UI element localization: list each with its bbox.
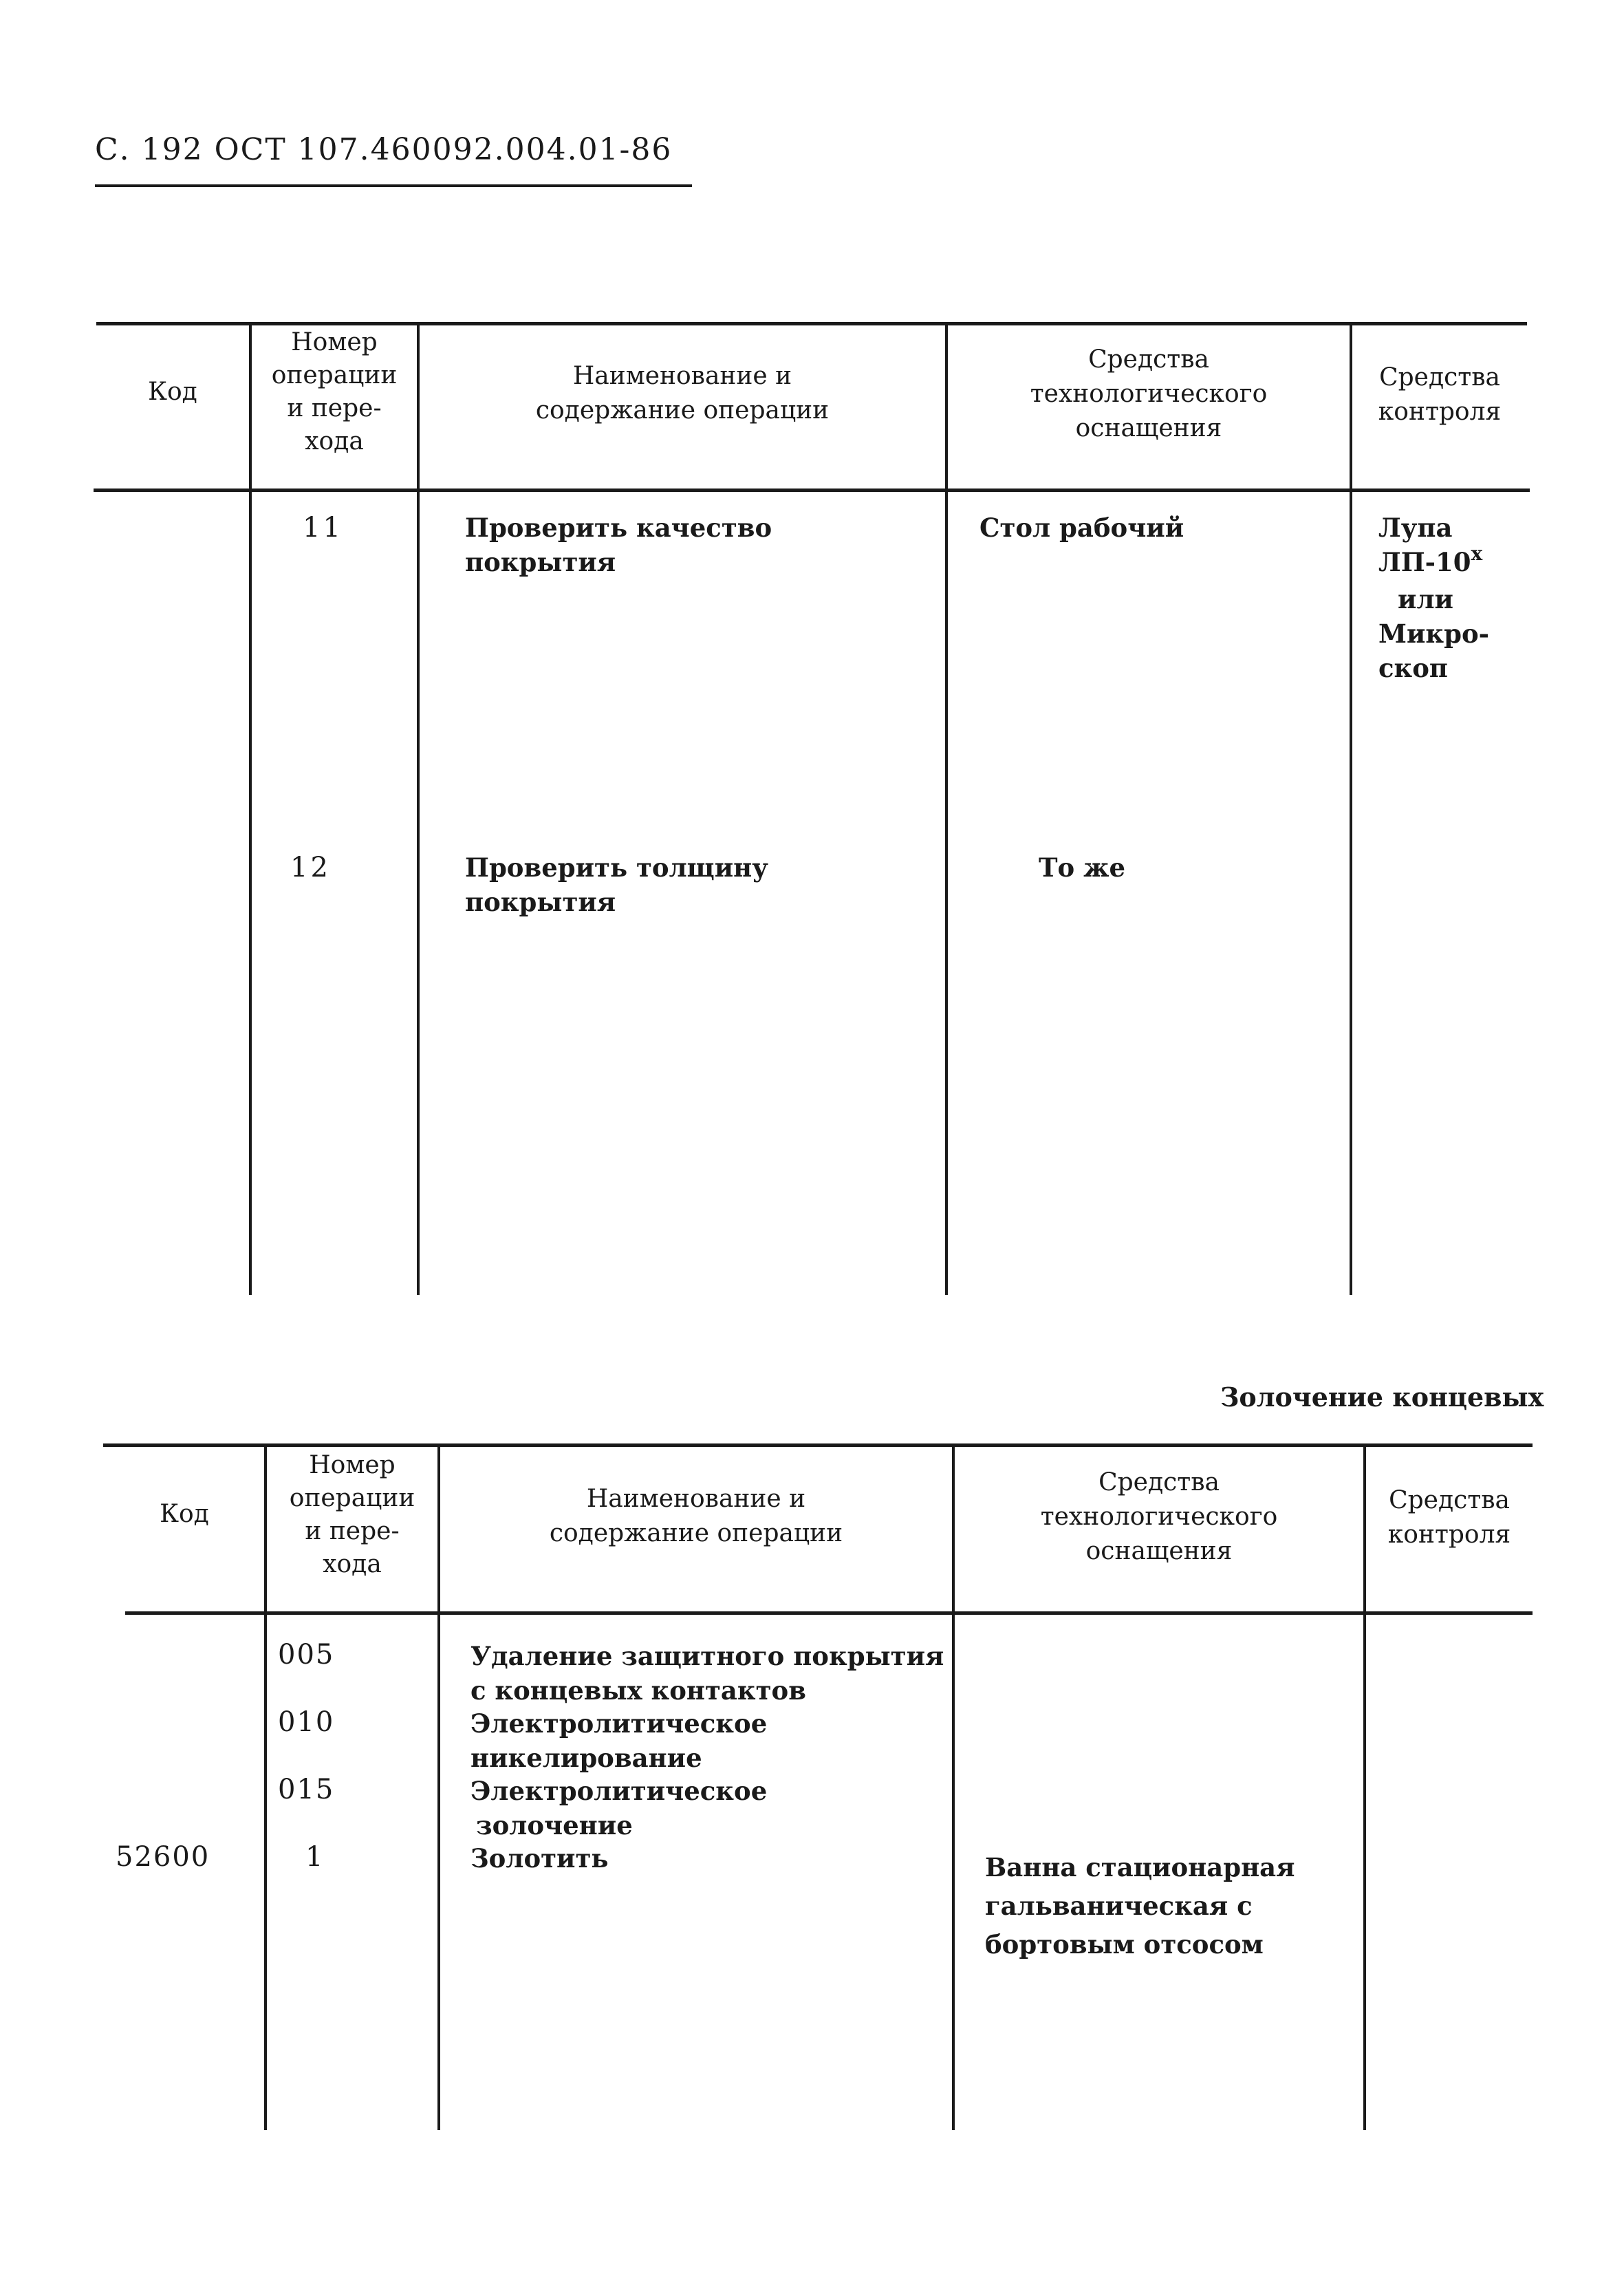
- header-line: Код: [160, 1500, 209, 1528]
- table-row-name: [465, 511, 772, 579]
- cell-line: с концевых контактов: [470, 1675, 806, 1706]
- header-line: технологического: [1030, 380, 1268, 408]
- cell-line: Лупа: [1378, 513, 1453, 543]
- table-row-nomer: 11: [303, 512, 343, 544]
- cell-line: Золотить: [470, 1843, 609, 1874]
- cell-line: Проверить толщину: [465, 852, 768, 883]
- header-line: и пере-: [305, 1517, 400, 1545]
- cell-line: покрытия: [465, 887, 616, 917]
- table-1-header-rule: [94, 489, 1530, 492]
- header-line: оснащения: [1075, 414, 1222, 442]
- header-line: Наименование и: [572, 362, 792, 390]
- header-line: содержание операции: [549, 1519, 843, 1547]
- cell-line: или: [1398, 584, 1453, 614]
- table-2-header-nomer: [267, 1449, 437, 1581]
- table-1-header-name: [420, 359, 945, 428]
- table-row-name: [470, 1841, 609, 1876]
- cell-line: Микро-: [1378, 619, 1490, 649]
- cell-line: Удаление защитного покрытия: [470, 1641, 944, 1671]
- header-line: операции: [271, 361, 398, 389]
- table-row-kontrol: [1378, 511, 1489, 685]
- section-caption: Золочение концевых: [1220, 1382, 1544, 1413]
- header-line: Номер: [309, 1451, 396, 1479]
- header-line: контроля: [1387, 1521, 1511, 1549]
- header-line: Средства: [1098, 1468, 1220, 1496]
- table-row-nomer: 015: [278, 1774, 335, 1805]
- table-2-top-rule: [103, 1443, 1533, 1447]
- cell-line: Ванна стационарная: [985, 1852, 1295, 1882]
- table-2-header-sredstva: [955, 1466, 1363, 1569]
- cell-line: Проверить качество: [465, 513, 772, 543]
- page-title: С. 192 ОСТ 107.460092.004.01-86: [95, 132, 673, 167]
- table-1-header-kontrol: [1352, 361, 1527, 429]
- cell-line: Электролитическое: [470, 1776, 768, 1806]
- header-line: хода: [305, 427, 364, 455]
- header-line: операции: [289, 1484, 415, 1512]
- table-2-header-kod: [105, 1497, 264, 1532]
- table-row-kod: 52600: [116, 1841, 210, 1873]
- table-1-divider: [249, 323, 252, 1295]
- table-2-header-rule: [125, 1611, 1533, 1615]
- table-2-header-kontrol: [1366, 1483, 1533, 1552]
- table-row-sredstva: То же: [1039, 852, 1125, 883]
- header-line: содержание операции: [535, 396, 830, 425]
- table-1-divider: [417, 323, 420, 1295]
- table-2-header-name: [440, 1482, 952, 1551]
- header-line: Средства: [1379, 363, 1500, 391]
- table-1-header-sredstva: [948, 343, 1350, 446]
- table-row-nomer: 005: [278, 1639, 335, 1671]
- cell-line: никелирование: [470, 1743, 702, 1773]
- header-line: Номер: [291, 328, 378, 356]
- cell-line: бортовым отсосом: [985, 1929, 1264, 1960]
- cell-line: гальваническая с: [985, 1891, 1253, 1921]
- cell-line: покрытия: [465, 547, 616, 577]
- cell-line: скоп: [1378, 653, 1449, 683]
- header-line: Средства: [1088, 345, 1209, 374]
- table-row-nomer: 1: [305, 1841, 326, 1873]
- table-1-divider: [1350, 323, 1352, 1295]
- header-line: Наименование и: [586, 1485, 806, 1513]
- cell-line: Электролитическое: [470, 1708, 768, 1739]
- table-row-nomer: 12: [290, 852, 331, 883]
- table-1-header-kod: [96, 375, 249, 409]
- table-1-header-nomer: [252, 326, 417, 458]
- table-row-name: [470, 1639, 944, 1708]
- cell-line: [1378, 542, 1489, 582]
- table-1-divider: [945, 323, 948, 1295]
- superscript: х: [1471, 542, 1483, 565]
- table-row-nomer: 010: [278, 1706, 335, 1738]
- table-1-top-rule: [96, 322, 1527, 325]
- header-line: оснащения: [1085, 1537, 1233, 1565]
- header-line: контроля: [1378, 398, 1502, 426]
- table-row-name: [470, 1774, 767, 1843]
- table-row-name: [470, 1706, 767, 1775]
- table-row-sredstva: [985, 1848, 1295, 1964]
- header-line: и пере-: [287, 394, 382, 422]
- header-line: хода: [323, 1550, 382, 1578]
- cell-text: ЛП-10: [1378, 547, 1471, 577]
- table-row-name: [465, 850, 768, 919]
- header-line: технологического: [1040, 1503, 1278, 1531]
- title-underline: [95, 184, 692, 187]
- table-row-sredstva: Стол рабочий: [979, 513, 1184, 543]
- header-line: Код: [148, 378, 197, 406]
- header-line: Средства: [1389, 1486, 1510, 1514]
- cell-line: золочение: [476, 1810, 633, 1840]
